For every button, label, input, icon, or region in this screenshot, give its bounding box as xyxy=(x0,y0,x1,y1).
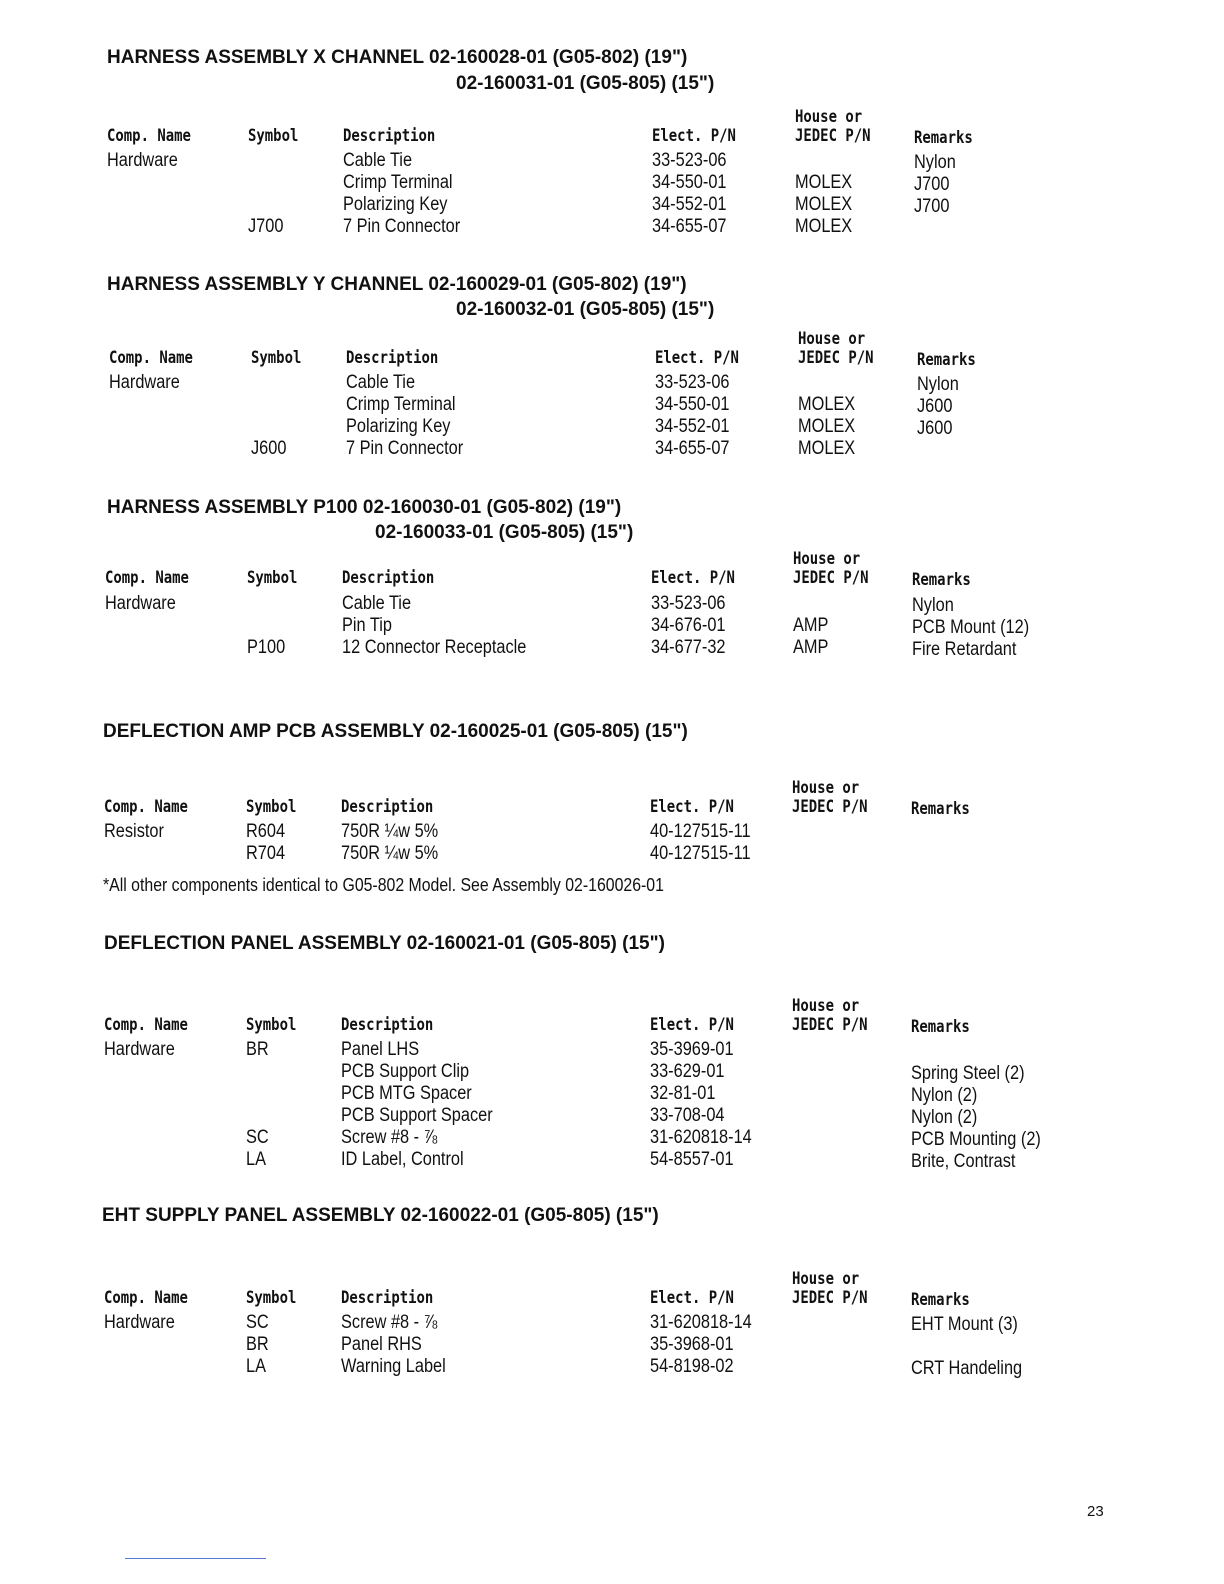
cell-house-pn: MOLEX xyxy=(798,438,856,459)
cell-elect-pn: 33-523-06 xyxy=(652,150,727,171)
cell-comp-name: Hardware xyxy=(109,372,180,393)
header-symbol: Symbol xyxy=(251,348,302,368)
cell-house-pn: AMP xyxy=(793,637,829,658)
header-elect-pn: Elect. P/N xyxy=(651,568,735,588)
page-number: 23 xyxy=(1087,1503,1104,1520)
header-symbol: Symbol xyxy=(247,568,298,588)
header-jedec-pn: JEDEC P/N xyxy=(792,797,868,817)
cell-description: Screw #8 - ⅞ xyxy=(341,1312,438,1333)
cell-description: Screw #8 - ⅞ xyxy=(341,1127,438,1148)
header-house-or: House or xyxy=(793,549,861,569)
header-description: Description xyxy=(341,1288,434,1308)
header-house-or: House or xyxy=(798,329,866,349)
cell-description: 750R ¼w 5% xyxy=(341,821,439,842)
cell-elect-pn: 34-655-07 xyxy=(652,216,727,237)
cell-description: Cable Tie xyxy=(342,593,412,614)
cell-symbol: SC xyxy=(246,1312,269,1333)
cell-remarks: EHT Mount (3) xyxy=(911,1314,1018,1335)
footnote: *All other components identical to G05-802 Model. See Assembly 02-160026-01 xyxy=(103,875,664,895)
cell-remarks: Nylon xyxy=(917,374,959,395)
cell-elect-pn: 33-629-01 xyxy=(650,1061,725,1082)
header-remarks: Remarks xyxy=(914,128,973,148)
cell-symbol: R704 xyxy=(246,843,286,864)
header-house-or: House or xyxy=(795,107,863,127)
cell-symbol: J700 xyxy=(248,216,284,237)
header-comp-name: Comp. Name xyxy=(109,348,193,368)
header-description: Description xyxy=(341,1015,434,1035)
cell-symbol: P100 xyxy=(247,637,286,658)
cell-remarks: J600 xyxy=(917,418,953,439)
cell-house-pn: MOLEX xyxy=(795,194,853,215)
section-title: EHT SUPPLY PANEL ASSEMBLY 02-160022-01 (G05-805) (15") xyxy=(102,1205,659,1226)
cell-remarks: Fire Retardant xyxy=(912,639,1017,660)
header-comp-name: Comp. Name xyxy=(105,568,189,588)
header-elect-pn: Elect. P/N xyxy=(655,348,739,368)
cell-description: Cable Tie xyxy=(343,150,413,171)
section-title: HARNESS ASSEMBLY Y CHANNEL 02-160029-01 (G05-802) (19") xyxy=(107,274,687,295)
cell-comp-name: Resistor xyxy=(104,821,164,842)
cell-remarks: J600 xyxy=(917,396,953,417)
section-title: 02-160031-01 (G05-805) (15") xyxy=(456,73,715,94)
cell-description: 7 Pin Connector xyxy=(346,438,464,459)
cell-elect-pn: 34-655-07 xyxy=(655,438,730,459)
cell-remarks: PCB Mount (12) xyxy=(912,617,1030,638)
header-description: Description xyxy=(341,797,434,817)
cell-description: PCB Support Clip xyxy=(341,1061,470,1082)
section-title: DEFLECTION AMP PCB ASSEMBLY 02-160025-01 (G05-805) (15") xyxy=(103,721,688,742)
header-description: Description xyxy=(346,348,439,368)
header-symbol: Symbol xyxy=(246,797,297,817)
cell-elect-pn: 34-550-01 xyxy=(652,172,727,193)
header-description: Description xyxy=(342,568,435,588)
cell-elect-pn: 35-3968-01 xyxy=(650,1334,734,1355)
cell-remarks: Nylon xyxy=(914,152,956,173)
header-comp-name: Comp. Name xyxy=(104,1015,188,1035)
section-title: HARNESS ASSEMBLY X CHANNEL 02-160028-01 (G05-802) (19") xyxy=(107,47,688,68)
cell-remarks: J700 xyxy=(914,196,950,217)
header-jedec-pn: JEDEC P/N xyxy=(793,568,869,588)
cell-description: 750R ¼w 5% xyxy=(341,843,439,864)
cell-remarks: Nylon (2) xyxy=(911,1107,978,1128)
section-title: DEFLECTION PANEL ASSEMBLY 02-160021-01 (G05-805) (15") xyxy=(104,933,665,954)
cell-description: Cable Tie xyxy=(346,372,416,393)
header-description: Description xyxy=(343,126,436,146)
footer-rule xyxy=(125,1558,266,1559)
cell-comp-name: Hardware xyxy=(104,1312,175,1333)
header-jedec-pn: JEDEC P/N xyxy=(792,1015,868,1035)
cell-remarks: Nylon (2) xyxy=(911,1085,978,1106)
cell-elect-pn: 54-8557-01 xyxy=(650,1149,734,1170)
cell-elect-pn: 40-127515-11 xyxy=(650,821,751,842)
cell-elect-pn: 33-523-06 xyxy=(655,372,730,393)
header-remarks: Remarks xyxy=(912,570,971,590)
header-elect-pn: Elect. P/N xyxy=(650,1015,734,1035)
cell-remarks: Nylon xyxy=(912,595,954,616)
cell-description: Crimp Terminal xyxy=(343,172,453,193)
section-title: HARNESS ASSEMBLY P100 02-160030-01 (G05-802) (19") xyxy=(107,497,622,518)
cell-symbol: BR xyxy=(246,1039,269,1060)
cell-symbol: R604 xyxy=(246,821,286,842)
cell-house-pn: AMP xyxy=(793,615,829,636)
cell-description: Panel RHS xyxy=(341,1334,422,1355)
cell-elect-pn: 40-127515-11 xyxy=(650,843,751,864)
header-elect-pn: Elect. P/N xyxy=(652,126,736,146)
section-title: 02-160033-01 (G05-805) (15") xyxy=(375,522,634,543)
header-symbol: Symbol xyxy=(248,126,299,146)
cell-description: Warning Label xyxy=(341,1356,446,1377)
header-house-or: House or xyxy=(792,996,860,1016)
cell-description: Polarizing Key xyxy=(346,416,451,437)
cell-elect-pn: 32-81-01 xyxy=(650,1083,716,1104)
cell-house-pn: MOLEX xyxy=(795,216,853,237)
header-elect-pn: Elect. P/N xyxy=(650,797,734,817)
section-title: 02-160032-01 (G05-805) (15") xyxy=(456,299,715,320)
cell-elect-pn: 34-552-01 xyxy=(652,194,727,215)
header-comp-name: Comp. Name xyxy=(104,1288,188,1308)
cell-description: Polarizing Key xyxy=(343,194,448,215)
cell-symbol: J600 xyxy=(251,438,287,459)
cell-comp-name: Hardware xyxy=(104,1039,175,1060)
header-comp-name: Comp. Name xyxy=(104,797,188,817)
cell-remarks: Brite, Contrast xyxy=(911,1151,1016,1172)
cell-symbol: LA xyxy=(246,1356,266,1377)
cell-description: PCB Support Spacer xyxy=(341,1105,493,1126)
header-remarks: Remarks xyxy=(911,799,970,819)
header-symbol: Symbol xyxy=(246,1288,297,1308)
cell-description: 7 Pin Connector xyxy=(343,216,461,237)
cell-description: 12 Connector Receptacle xyxy=(342,637,527,658)
cell-elect-pn: 31-620818-14 xyxy=(650,1312,752,1333)
header-jedec-pn: JEDEC P/N xyxy=(798,348,874,368)
cell-comp-name: Hardware xyxy=(105,593,176,614)
cell-elect-pn: 35-3969-01 xyxy=(650,1039,734,1060)
header-elect-pn: Elect. P/N xyxy=(650,1288,734,1308)
cell-house-pn: MOLEX xyxy=(798,416,856,437)
cell-description: Panel LHS xyxy=(341,1039,420,1060)
cell-elect-pn: 34-550-01 xyxy=(655,394,730,415)
header-remarks: Remarks xyxy=(911,1017,970,1037)
cell-remarks: CRT Handeling xyxy=(911,1358,1023,1379)
header-remarks: Remarks xyxy=(911,1290,970,1310)
cell-remarks: PCB Mounting (2) xyxy=(911,1129,1041,1150)
cell-comp-name: Hardware xyxy=(107,150,178,171)
header-jedec-pn: JEDEC P/N xyxy=(792,1288,868,1308)
cell-description: Crimp Terminal xyxy=(346,394,456,415)
cell-symbol: LA xyxy=(246,1149,266,1170)
cell-symbol: SC xyxy=(246,1127,269,1148)
cell-remarks: J700 xyxy=(914,174,950,195)
header-comp-name: Comp. Name xyxy=(107,126,191,146)
cell-symbol: BR xyxy=(246,1334,269,1355)
cell-elect-pn: 33-708-04 xyxy=(650,1105,725,1126)
cell-elect-pn: 54-8198-02 xyxy=(650,1356,734,1377)
cell-description: PCB MTG Spacer xyxy=(341,1083,472,1104)
cell-elect-pn: 34-676-01 xyxy=(651,615,726,636)
cell-house-pn: MOLEX xyxy=(798,394,856,415)
cell-elect-pn: 34-552-01 xyxy=(655,416,730,437)
cell-house-pn: MOLEX xyxy=(795,172,853,193)
cell-elect-pn: 34-677-32 xyxy=(651,637,726,658)
header-house-or: House or xyxy=(792,778,860,798)
header-house-or: House or xyxy=(792,1269,860,1289)
cell-remarks: Spring Steel (2) xyxy=(911,1063,1025,1084)
cell-elect-pn: 31-620818-14 xyxy=(650,1127,752,1148)
header-symbol: Symbol xyxy=(246,1015,297,1035)
header-jedec-pn: JEDEC P/N xyxy=(795,126,871,146)
cell-elect-pn: 33-523-06 xyxy=(651,593,726,614)
header-remarks: Remarks xyxy=(917,350,976,370)
cell-description: Pin Tip xyxy=(342,615,392,636)
cell-description: ID Label, Control xyxy=(341,1149,464,1170)
